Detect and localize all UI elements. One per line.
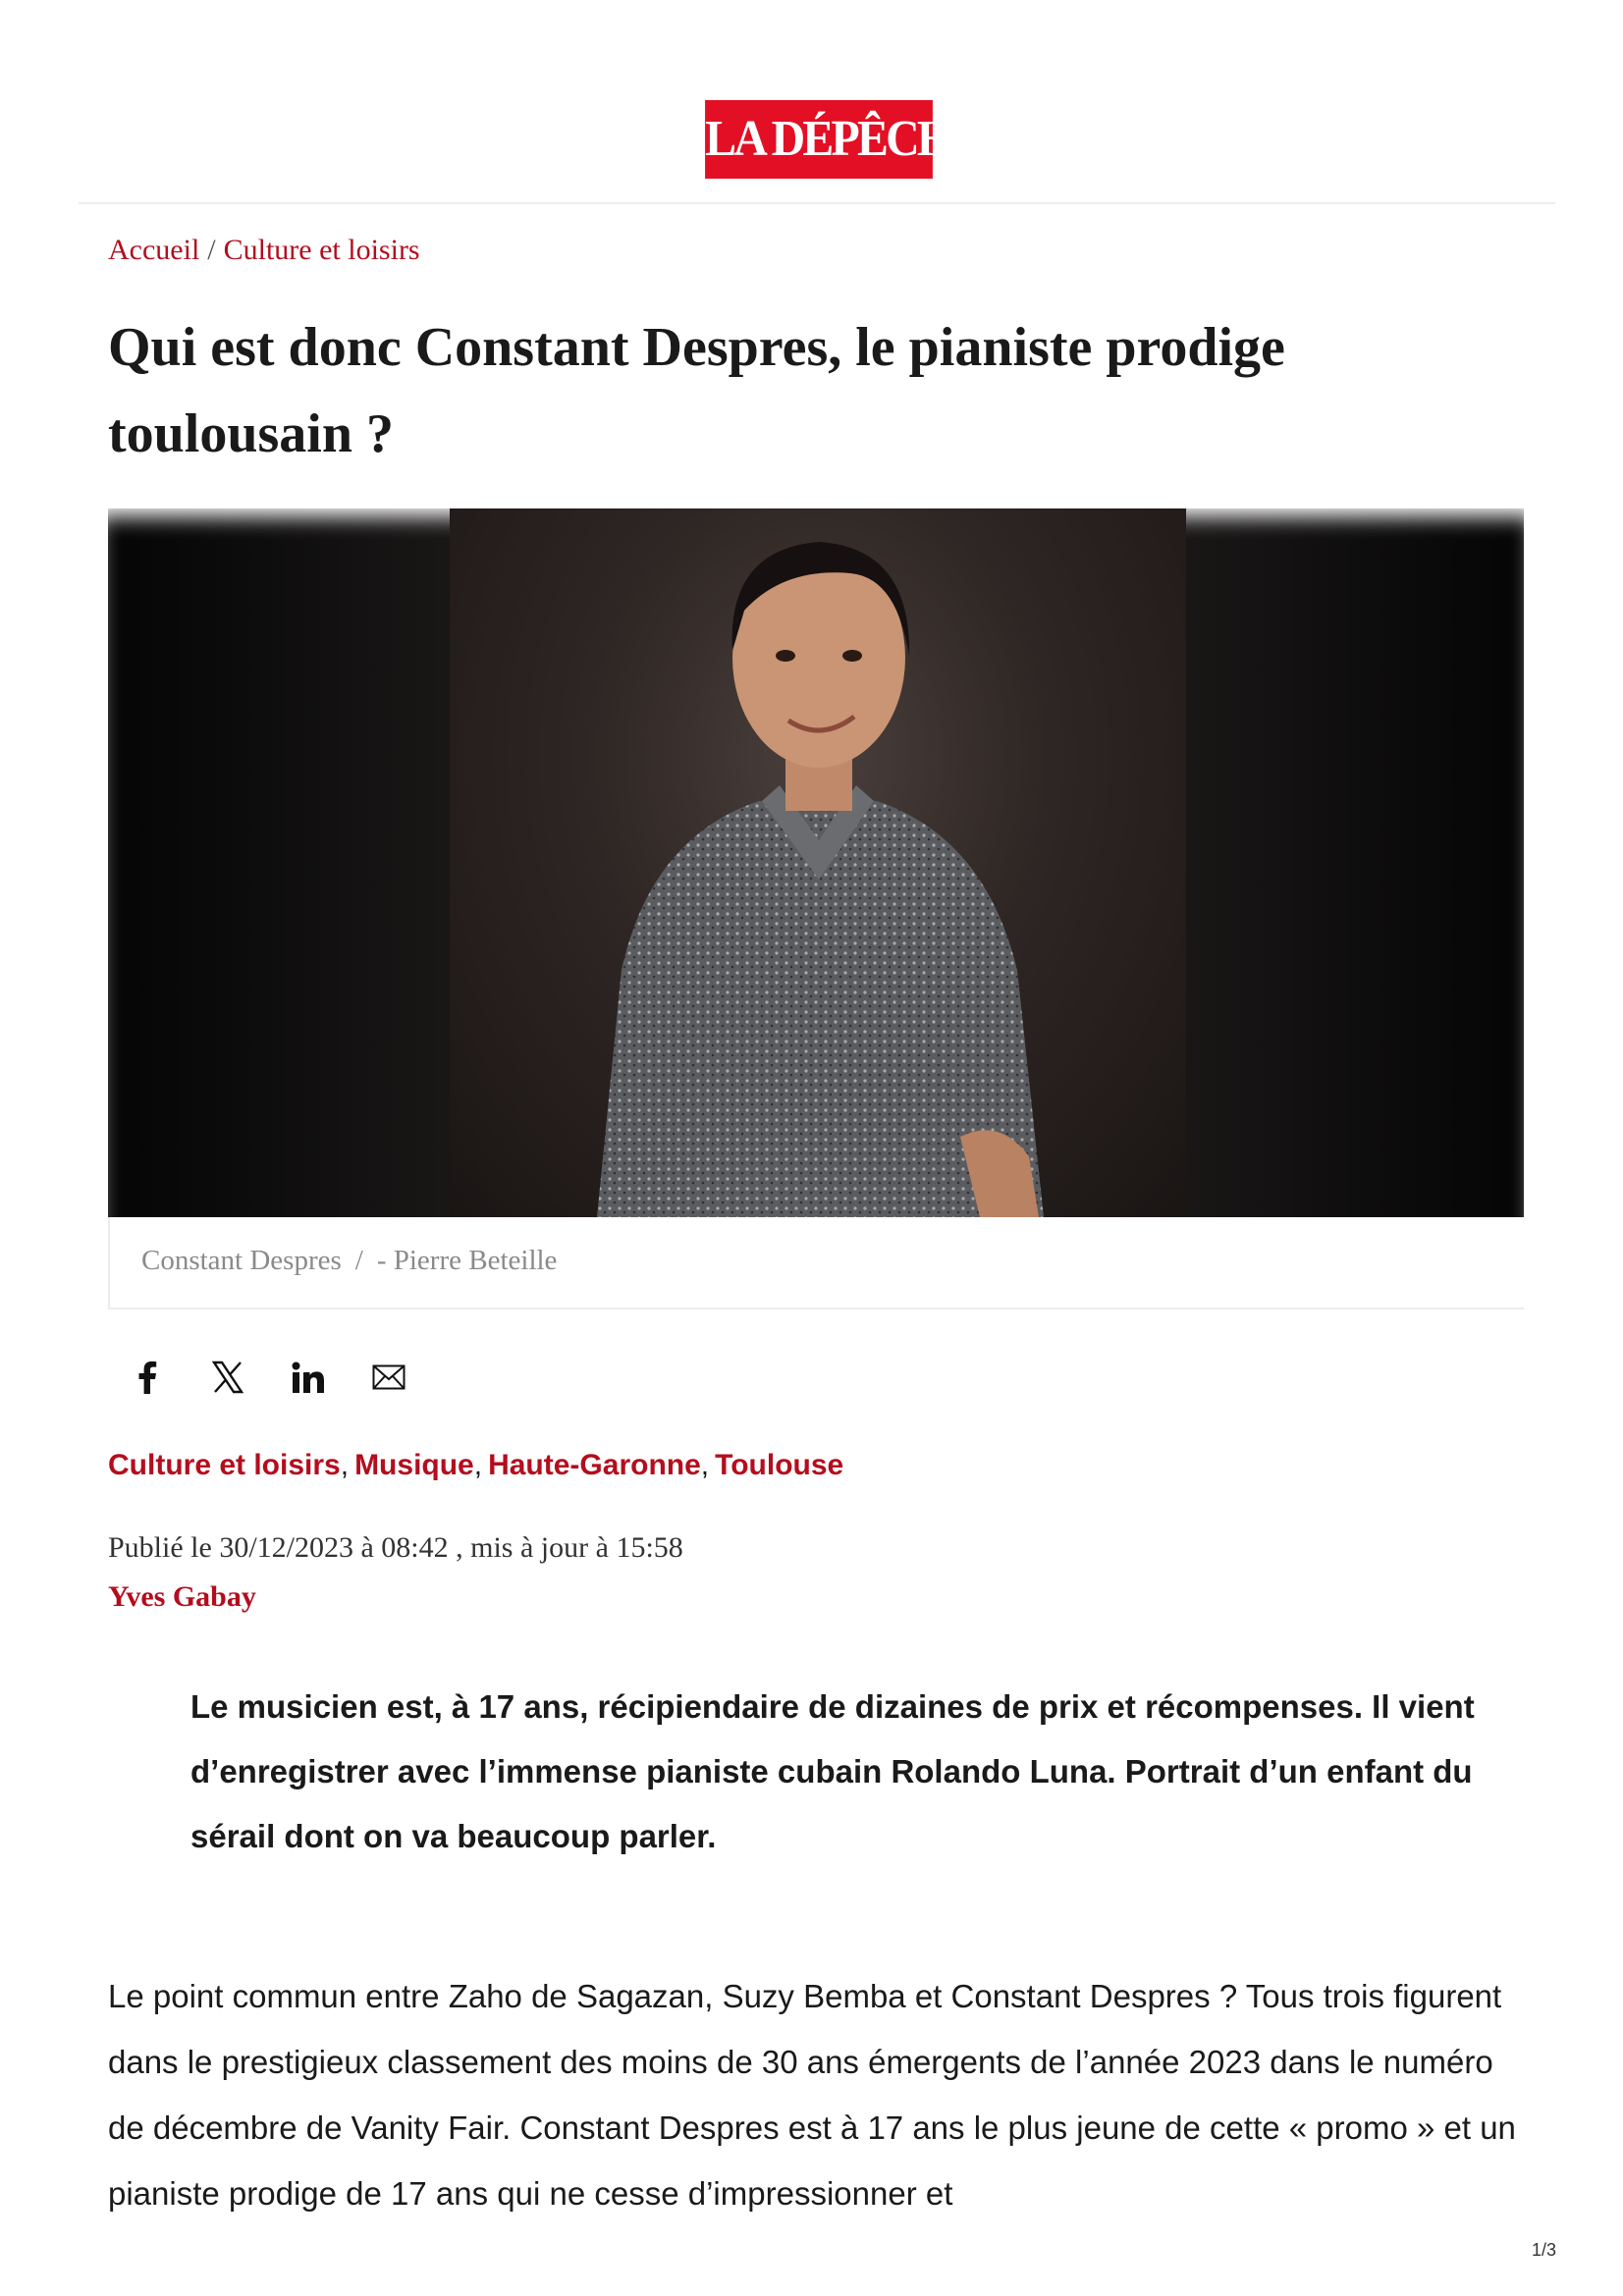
author-link[interactable]: Yves Gabay xyxy=(108,1580,256,1613)
tag-link[interactable]: Toulouse xyxy=(715,1449,844,1481)
breadcrumb-separator: / xyxy=(207,234,216,266)
article-body: Le point commun entre Zaho de Sagazan, Suzy Bemba et Constant Despres ? Tous trois figurent dans le prestigieux classement des moins de 30 ans émergents de l’année 2023 dans le numéro de décembre de Vanity Fair. Constant Despres est à 17 ans le plus jeune de cette « promo » et un pianiste prodige de 17 ans qui ne cesse d’impressionner et xyxy=(108,1978,1516,2212)
tag-link[interactable]: Culture et loisirs xyxy=(108,1449,341,1481)
portrait-photo xyxy=(450,508,1186,1217)
hero-image xyxy=(108,508,1524,1217)
caption-separator: / xyxy=(354,1245,363,1276)
portrait-illustration xyxy=(450,508,1186,1217)
mail-icon[interactable] xyxy=(365,1354,412,1401)
breadcrumb-home-link[interactable]: Accueil xyxy=(108,234,200,266)
article-lede: Le musicien est, à 17 ans, récipiendaire de dizaines de prix et récompenses. Il vient d’enregistrer avec l’immense pianiste cubain Rolando Luna. Portrait d’un enfant du sérail dont on va beaucoup parler. xyxy=(190,1688,1475,1854)
breadcrumb-category-link[interactable]: Culture et loisirs xyxy=(223,234,420,266)
linkedin-icon[interactable] xyxy=(285,1354,332,1401)
page-number: 1/3 xyxy=(1532,2240,1557,2260)
caption-credit: - Pierre Beteille xyxy=(376,1245,558,1276)
article-title: Qui est donc Constant Despres, le pianiste prodige toulousain ? xyxy=(108,317,1285,464)
article-tags: Culture et loisirs, Musique, Haute-Garonne, Toulouse xyxy=(108,1449,844,1481)
tag-link[interactable]: Haute-Garonne xyxy=(488,1449,701,1481)
site-header xyxy=(79,0,1555,204)
caption-subject: Constant Despres xyxy=(141,1245,342,1276)
share-bar xyxy=(124,1353,412,1402)
site-logo[interactable]: LA DÉPÊCHE xyxy=(705,100,933,179)
image-caption xyxy=(108,1217,1524,1309)
tag-link[interactable]: Musique xyxy=(354,1449,474,1481)
facebook-icon[interactable] xyxy=(124,1354,171,1401)
publication-date: Publié le 30/12/2023 à 08:42 , mis à jour à 15:58 xyxy=(108,1531,683,1564)
breadcrumb xyxy=(108,234,420,267)
x-icon[interactable] xyxy=(204,1354,251,1401)
